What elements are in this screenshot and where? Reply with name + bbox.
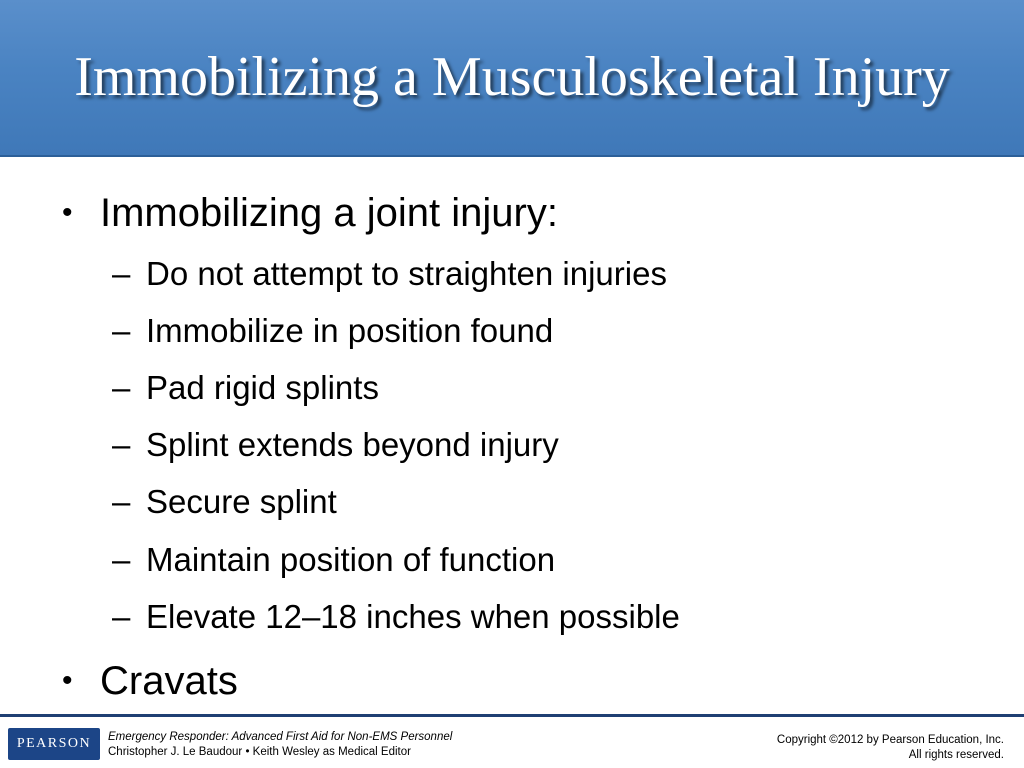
sub-item-text: Do not attempt to straighten injuries <box>146 255 667 292</box>
copyright-text: Copyright ©2012 by Pearson Education, Inc. <box>776 734 1004 746</box>
book-title: Emergency Responder: Advanced First Aid for Non-EMS Personnel <box>108 731 453 743</box>
footer-divider <box>0 714 1024 717</box>
rights-text: All rights reserved. <box>908 749 1004 761</box>
bullet-text: Immobilizing a joint injury: <box>100 191 558 235</box>
sub-item <box>112 368 379 408</box>
sub-item <box>112 254 667 294</box>
sub-item <box>112 482 337 522</box>
dash-symbol: – <box>112 541 131 578</box>
sub-item <box>112 540 555 580</box>
sub-item-text: Secure splint <box>146 483 337 520</box>
bullet-text: Cravats <box>100 659 238 703</box>
pearson-logo <box>8 728 100 760</box>
sub-item-text: Maintain position of function <box>146 541 556 578</box>
bullet-item <box>62 190 558 236</box>
dash-symbol: – <box>112 483 131 520</box>
dash-symbol: – <box>112 255 131 292</box>
bullet-item <box>62 658 238 704</box>
authors: Christopher J. Le Baudour • Keith Wesley as Medical Editor <box>108 746 411 758</box>
sub-item-text: Elevate 12–18 inches when possible <box>146 598 680 635</box>
sub-item <box>112 425 559 465</box>
bullet-symbol: • <box>62 196 73 229</box>
sub-item-text: Splint extends beyond injury <box>146 426 559 463</box>
footer-copyright <box>777 733 1004 763</box>
footer-credits <box>108 730 452 760</box>
sub-item-text: Immobilize in position found <box>146 312 554 349</box>
dash-symbol: – <box>112 598 131 635</box>
sub-item-text: Pad rigid splints <box>146 369 379 406</box>
dash-symbol: – <box>112 369 131 406</box>
dash-symbol: – <box>112 426 131 463</box>
bullet-symbol: • <box>62 664 73 697</box>
slide-title: Immobilizing a Musculoskeletal Injury <box>74 46 950 108</box>
sub-item <box>112 311 553 351</box>
logo-text: PEARSON <box>16 736 92 751</box>
sub-item <box>112 597 680 637</box>
dash-symbol: – <box>112 312 131 349</box>
